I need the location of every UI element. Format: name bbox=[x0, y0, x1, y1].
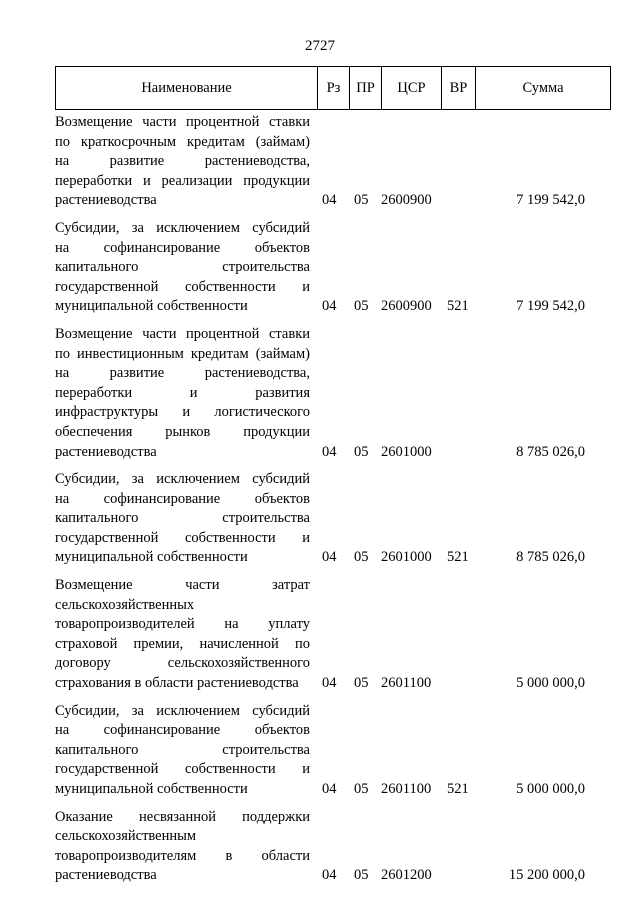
row-vr: 521 bbox=[447, 549, 469, 566]
row-vr: 521 bbox=[447, 298, 469, 315]
row-sum: 8 785 026,0 bbox=[516, 443, 585, 460]
row-name-line: Возмещение части процентной ставки bbox=[55, 114, 310, 130]
row-name-line: сельскохозяйственных bbox=[55, 596, 195, 613]
row-rz: 04 bbox=[322, 192, 337, 209]
row-csr: 2601200 bbox=[381, 867, 432, 884]
row-name-line: растениеводства bbox=[55, 443, 157, 460]
row-name-line: переработки и развития bbox=[55, 384, 310, 401]
row-sum: 15 200 000,0 bbox=[508, 867, 585, 884]
row-rz: 04 bbox=[322, 298, 337, 315]
row-name-line: договору сельскохозяйственного bbox=[55, 655, 310, 672]
row-name-line: инфраструктуры и логистического bbox=[55, 404, 310, 421]
row-csr: 2601000 bbox=[381, 549, 432, 566]
row-values bbox=[0, 191, 640, 211]
row-name-line: Возмещение части процентной ставки bbox=[55, 325, 310, 342]
row-name-line: растениеводства bbox=[55, 867, 157, 884]
row-name-line: капитального строительства bbox=[55, 741, 310, 758]
row-pr: 05 bbox=[354, 781, 369, 797]
table-row bbox=[0, 576, 640, 694]
row-csr: 2600900 bbox=[381, 192, 432, 209]
row-name-line: по краткосрочным кредитам (займам) bbox=[55, 133, 310, 150]
row-pr: 05 bbox=[354, 549, 369, 566]
row-name-line: муниципальной собственности bbox=[55, 781, 248, 797]
table-header bbox=[55, 66, 611, 110]
header-csr: ЦСР bbox=[382, 67, 442, 109]
header-rz: Рз bbox=[318, 67, 350, 109]
row-pr: 05 bbox=[354, 867, 369, 884]
header-name: Наименование bbox=[56, 67, 318, 109]
row-values bbox=[0, 548, 640, 568]
row-name-line: на софинансирование объектов bbox=[55, 722, 310, 739]
row-values bbox=[0, 297, 640, 317]
row-name-line: на развитие растениеводства, bbox=[55, 365, 310, 382]
row-name-line: государственной собственности и bbox=[55, 278, 310, 295]
row-name-line: капитального строительства bbox=[55, 510, 310, 527]
header-sum: Сумма bbox=[522, 80, 564, 96]
row-name-line: товаропроизводителям в области bbox=[55, 847, 310, 864]
row-sum: 7 199 542,0 bbox=[516, 192, 585, 209]
row-sum: 5 000 000,0 bbox=[516, 781, 585, 797]
row-name-line: Субсидии, за исключением субсидий bbox=[55, 471, 310, 488]
row-name-line: Субсидии, за исключением субсидий bbox=[55, 702, 310, 719]
table-row bbox=[0, 702, 640, 800]
row-name-line: переработки и реализации продукции bbox=[55, 172, 310, 189]
row-csr: 2600900 bbox=[381, 298, 432, 315]
table-row bbox=[0, 219, 640, 317]
row-sum: 7 199 542,0 bbox=[516, 298, 585, 315]
row-vr: 521 bbox=[447, 781, 469, 797]
row-pr: 05 bbox=[354, 443, 369, 460]
row-name-line: на развитие растениеводства, bbox=[55, 153, 310, 170]
row-csr: 2601000 bbox=[381, 443, 432, 460]
row-name-line: капитального строительства bbox=[55, 259, 310, 276]
row-name-line: государственной собственности и bbox=[55, 529, 310, 546]
row-name-line: государственной собственности и bbox=[55, 761, 310, 778]
row-name-line: сельскохозяйственным bbox=[55, 828, 197, 845]
row-name-line: муниципальной собственности bbox=[55, 549, 248, 566]
row-values bbox=[0, 780, 640, 800]
row-values bbox=[0, 866, 640, 886]
row-rz: 04 bbox=[322, 675, 337, 692]
row-name-line: по инвестиционным кредитам (займам) bbox=[55, 345, 310, 362]
row-values bbox=[0, 443, 640, 463]
row-name-line: страхования в области растениеводства bbox=[55, 675, 299, 692]
row-values bbox=[0, 674, 640, 694]
row-name-line: растениеводства bbox=[55, 192, 157, 209]
row-name-line: Субсидии, за исключением субсидий bbox=[55, 219, 310, 236]
row-rz: 04 bbox=[322, 781, 337, 797]
row-name-line: обеспечения рынков продукции bbox=[55, 423, 310, 440]
header-vr: ВР bbox=[442, 67, 476, 109]
table-row bbox=[0, 808, 640, 886]
row-rz: 04 bbox=[322, 867, 337, 884]
row-pr: 05 bbox=[354, 675, 369, 692]
table-row bbox=[0, 113, 640, 211]
table-row bbox=[0, 325, 640, 462]
row-rz: 04 bbox=[322, 549, 337, 566]
row-pr: 05 bbox=[354, 298, 369, 315]
row-pr: 05 bbox=[354, 192, 369, 209]
row-rz: 04 bbox=[322, 443, 337, 460]
row-sum: 8 785 026,0 bbox=[516, 549, 585, 566]
row-name-line: муниципальной собственности bbox=[55, 298, 248, 315]
table-row bbox=[0, 470, 640, 568]
table-body bbox=[0, 113, 640, 894]
row-sum: 5 000 000,0 bbox=[516, 675, 585, 692]
header-pr: ПР bbox=[350, 67, 382, 109]
row-csr: 2601100 bbox=[381, 781, 432, 797]
page-number: 2727 bbox=[305, 38, 335, 54]
row-name-line: на софинансирование объектов bbox=[55, 490, 310, 507]
row-name-line: товаропроизводителей на уплату bbox=[55, 616, 310, 633]
row-name-line: на софинансирование объектов bbox=[55, 239, 310, 256]
row-name-line: Оказание несвязанной поддержки bbox=[55, 808, 310, 825]
row-csr: 2601100 bbox=[381, 675, 432, 692]
row-name-line: Возмещение части затрат bbox=[55, 577, 310, 594]
row-name-line: страховой премии, начисленной по bbox=[55, 635, 310, 652]
